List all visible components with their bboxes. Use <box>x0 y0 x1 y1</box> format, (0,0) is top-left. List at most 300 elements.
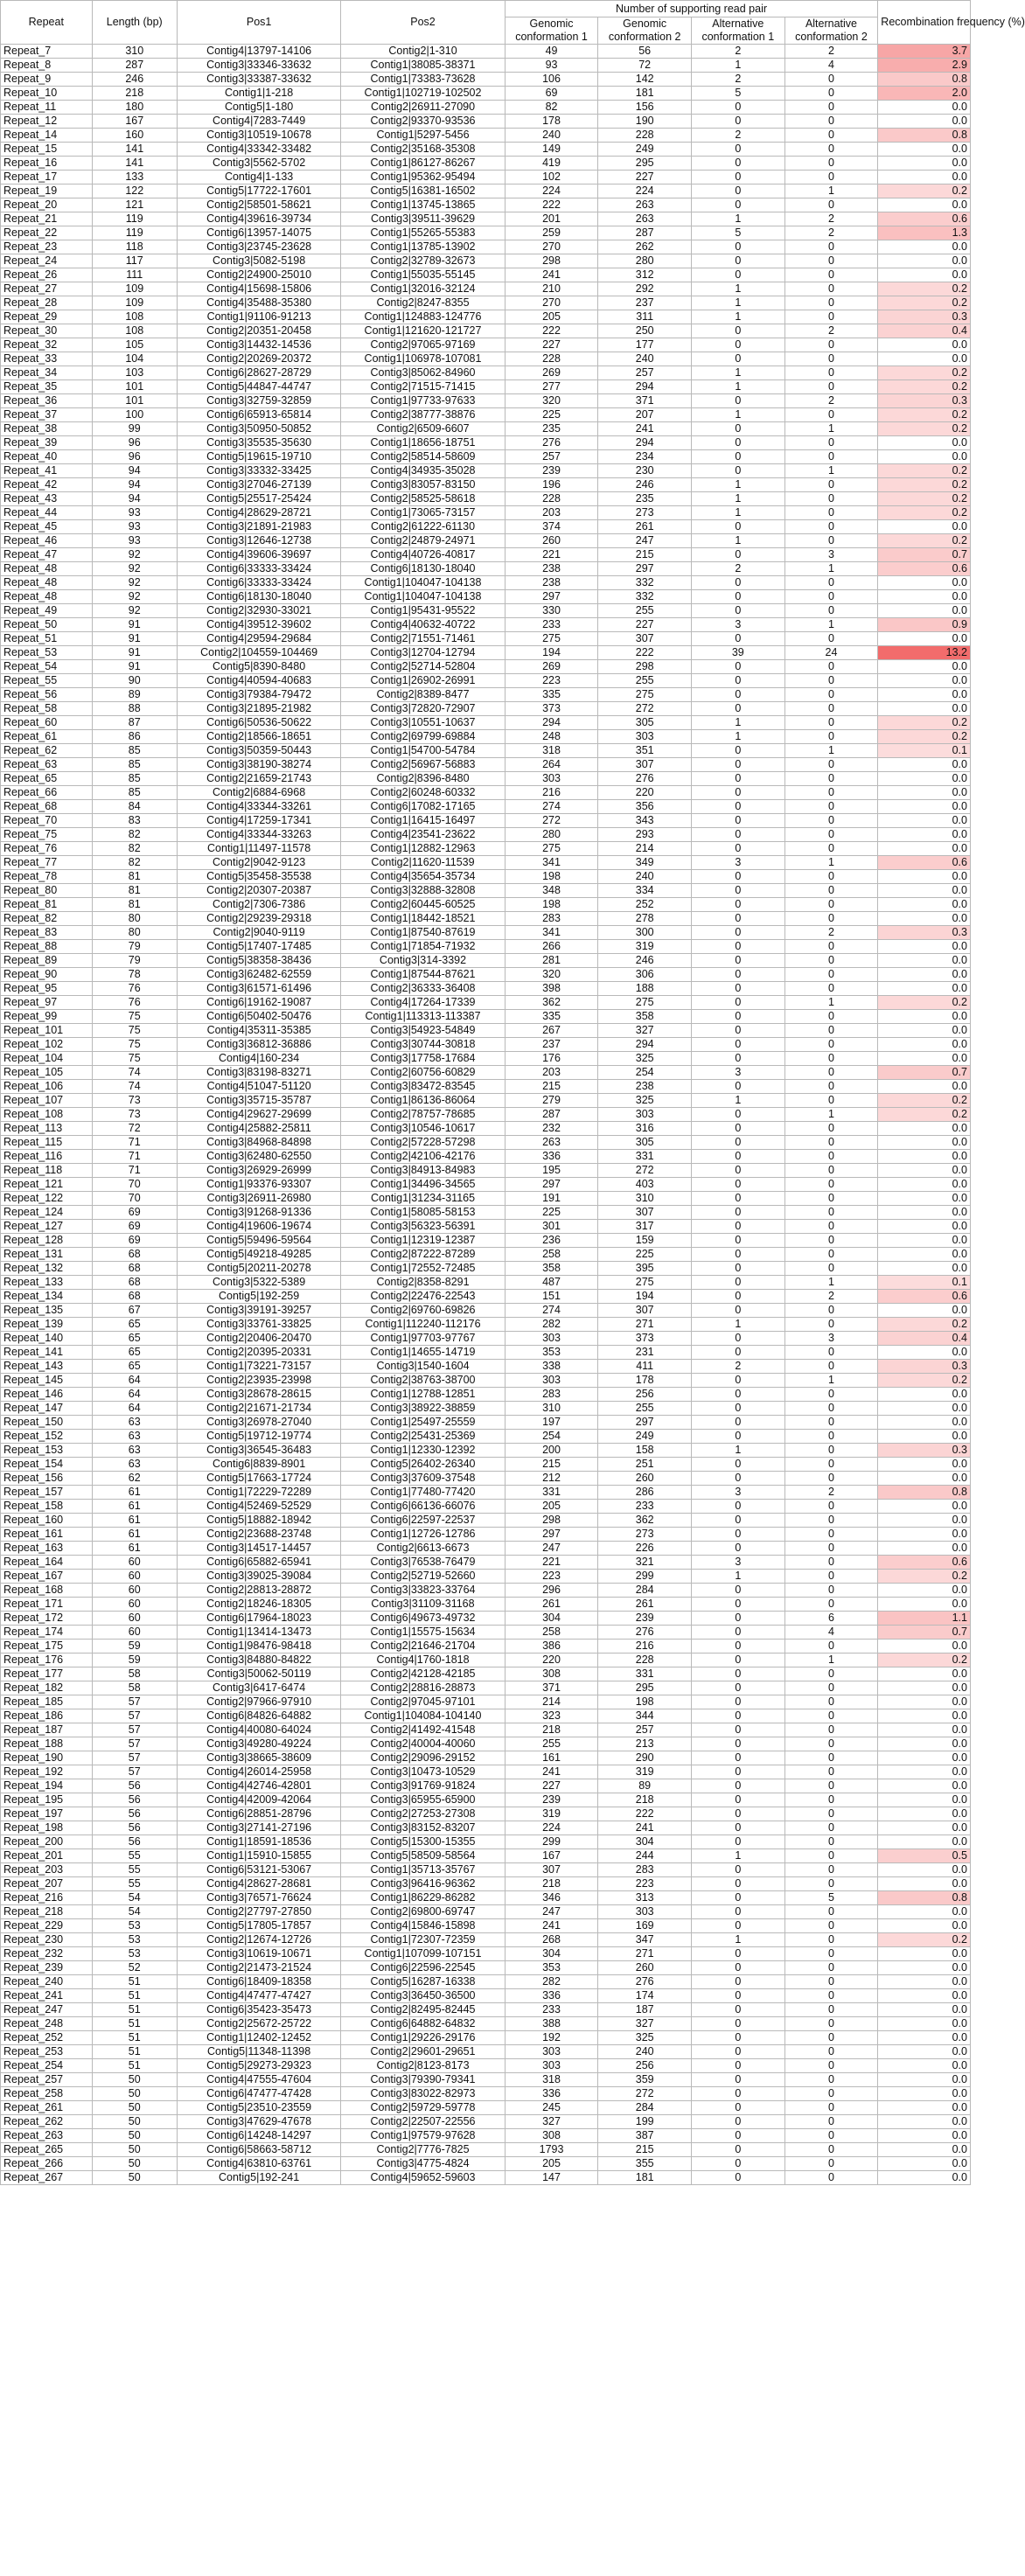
cell-pos1: Contig5|38358-38436 <box>177 954 340 968</box>
cell-pos2: Contig1|12726-12786 <box>341 1528 505 1542</box>
table-row <box>1 702 971 716</box>
cell-pos2: Contig2|42106-42176 <box>341 1150 505 1164</box>
cell-pos1: Contig4|13797-14106 <box>177 45 340 59</box>
table-row <box>1 1458 971 1472</box>
table-row <box>1 184 971 198</box>
table-row <box>1 2045 971 2059</box>
table-row <box>1 646 971 660</box>
cell-length: 101 <box>92 380 177 394</box>
cell-repeat: Repeat_60 <box>1 716 93 730</box>
cell-recombination-frequency: 0.0 <box>878 814 971 828</box>
cell-alternative-2: 0 <box>784 1807 878 1821</box>
table-row <box>1 1640 971 1654</box>
cell-pos2: Contig4|1760-1818 <box>341 1654 505 1667</box>
cell-alternative-2: 0 <box>784 2003 878 2017</box>
cell-length: 80 <box>92 926 177 940</box>
cell-recombination-frequency: 0.0 <box>878 2171 971 2185</box>
cell-pos1: Contig2|7306-7386 <box>177 898 340 912</box>
table-row <box>1 2129 971 2143</box>
cell-pos1: Contig2|9042-9123 <box>177 856 340 870</box>
cell-pos2: Contig2|21646-21704 <box>341 1640 505 1654</box>
cell-recombination-frequency: 0.2 <box>878 996 971 1010</box>
cell-recombination-frequency: 0.3 <box>878 926 971 940</box>
cell-alternative-2: 24 <box>784 646 878 660</box>
table-row <box>1 604 971 618</box>
cell-pos2: Contig4|15846-15898 <box>341 1919 505 1933</box>
cell-repeat: Repeat_186 <box>1 1709 93 1723</box>
cell-alternative-1: 0 <box>692 926 785 940</box>
cell-length: 83 <box>92 814 177 828</box>
cell-alternative-1: 39 <box>692 646 785 660</box>
cell-alternative-1: 0 <box>692 324 785 338</box>
cell-genomic-2: 255 <box>598 674 692 688</box>
cell-pos1: Contig4|40080-64024 <box>177 1723 340 1737</box>
cell-length: 89 <box>92 688 177 702</box>
cell-alternative-2: 0 <box>784 1584 878 1598</box>
cell-genomic-1: 149 <box>505 143 598 157</box>
cell-repeat: Repeat_194 <box>1 1779 93 1793</box>
cell-recombination-frequency: 0.2 <box>878 464 971 478</box>
cell-genomic-1: 167 <box>505 1849 598 1863</box>
table-row <box>1 1654 971 1667</box>
cell-pos1: Contig4|28627-28681 <box>177 1877 340 1891</box>
cell-recombination-frequency: 0.2 <box>878 282 971 296</box>
cell-genomic-2: 356 <box>598 800 692 814</box>
cell-alternative-1: 0 <box>692 2129 785 2143</box>
cell-repeat: Repeat_29 <box>1 310 93 324</box>
cell-recombination-frequency: 0.5 <box>878 1849 971 1863</box>
cell-alternative-1: 0 <box>692 1640 785 1654</box>
table-row <box>1 2059 971 2073</box>
cell-recombination-frequency: 0.0 <box>878 800 971 814</box>
cell-alternative-1: 0 <box>692 1276 785 1290</box>
cell-length: 91 <box>92 646 177 660</box>
cell-genomic-1: 258 <box>505 1626 598 1640</box>
cell-repeat: Repeat_22 <box>1 226 93 240</box>
cell-alternative-1: 2 <box>692 1360 785 1374</box>
cell-repeat: Repeat_45 <box>1 520 93 534</box>
table-row <box>1 240 971 254</box>
cell-alternative-1: 0 <box>692 968 785 982</box>
cell-pos1: Contig5|44847-44747 <box>177 380 340 394</box>
cell-pos1: Contig4|40594-40683 <box>177 674 340 688</box>
cell-alternative-2: 0 <box>784 1136 878 1150</box>
cell-recombination-frequency: 0.0 <box>878 954 971 968</box>
cell-repeat: Repeat_141 <box>1 1346 93 1360</box>
cell-alternative-2: 0 <box>784 1052 878 1066</box>
cell-genomic-1: 299 <box>505 1835 598 1849</box>
cell-alternative-2: 0 <box>784 1779 878 1793</box>
cell-recombination-frequency: 0.0 <box>878 1779 971 1793</box>
cell-recombination-frequency: 0.0 <box>878 1262 971 1276</box>
cell-genomic-2: 156 <box>598 101 692 115</box>
cell-recombination-frequency: 0.0 <box>878 1248 971 1262</box>
cell-pos1: Contig4|35311-35385 <box>177 1024 340 1038</box>
cell-genomic-2: 56 <box>598 45 692 59</box>
cell-repeat: Repeat_133 <box>1 1276 93 1290</box>
cell-pos1: Contig3|21891-21983 <box>177 520 340 534</box>
table-row <box>1 1975 971 1989</box>
cell-repeat: Repeat_20 <box>1 198 93 212</box>
cell-alternative-1: 0 <box>692 1234 785 1248</box>
cell-pos1: Contig6|8839-8901 <box>177 1458 340 1472</box>
cell-length: 56 <box>92 1793 177 1807</box>
table-row <box>1 996 971 1010</box>
cell-genomic-2: 313 <box>598 1891 692 1905</box>
cell-genomic-1: 371 <box>505 1681 598 1695</box>
cell-pos1: Contig2|20395-20331 <box>177 1346 340 1360</box>
cell-repeat: Repeat_262 <box>1 2115 93 2129</box>
cell-repeat: Repeat_23 <box>1 240 93 254</box>
cell-alternative-1: 0 <box>692 2017 785 2031</box>
cell-pos1: Contig3|84880-84822 <box>177 1654 340 1667</box>
cell-pos1: Contig6|50402-50476 <box>177 1010 340 1024</box>
cell-genomic-2: 246 <box>598 954 692 968</box>
cell-genomic-2: 271 <box>598 1318 692 1332</box>
cell-pos2: Contig2|57228-57298 <box>341 1136 505 1150</box>
cell-pos1: Contig5|8390-8480 <box>177 660 340 674</box>
cell-alternative-1: 0 <box>692 1584 785 1598</box>
cell-genomic-1: 218 <box>505 1877 598 1891</box>
cell-length: 81 <box>92 870 177 884</box>
cell-recombination-frequency: 0.0 <box>878 2129 971 2143</box>
table-row <box>1 1010 971 1024</box>
table-row <box>1 422 971 436</box>
cell-genomic-1: 301 <box>505 1220 598 1234</box>
table-row <box>1 59 971 73</box>
cell-length: 73 <box>92 1108 177 1122</box>
cell-repeat: Repeat_168 <box>1 1584 93 1598</box>
cell-pos2: Contig3|1540-1604 <box>341 1360 505 1374</box>
cell-pos2: Contig3|79390-79341 <box>341 2073 505 2087</box>
cell-pos1: Contig3|5562-5702 <box>177 157 340 171</box>
cell-genomic-1: 201 <box>505 212 598 226</box>
cell-recombination-frequency: 0.6 <box>878 1556 971 1570</box>
cell-alternative-1: 0 <box>692 1891 785 1905</box>
cell-repeat: Repeat_216 <box>1 1891 93 1905</box>
cell-genomic-1: 267 <box>505 1024 598 1038</box>
table-row <box>1 1891 971 1905</box>
table-row <box>1 1402 971 1416</box>
cell-alternative-1: 1 <box>692 1849 785 1863</box>
cell-alternative-1: 1 <box>692 716 785 730</box>
cell-genomic-2: 327 <box>598 1024 692 1038</box>
cell-pos1: Contig4|39512-39602 <box>177 618 340 632</box>
cell-pos1: Contig4|51047-51120 <box>177 1080 340 1094</box>
cell-genomic-2: 233 <box>598 1500 692 1514</box>
cell-length: 103 <box>92 366 177 380</box>
cell-alternative-1: 0 <box>692 548 785 562</box>
cell-pos2: Contig2|22507-22556 <box>341 2115 505 2129</box>
cell-pos1: Contig3|26911-26980 <box>177 1192 340 1206</box>
cell-alternative-2: 0 <box>784 1863 878 1877</box>
cell-genomic-1: 336 <box>505 1989 598 2003</box>
cell-repeat: Repeat_10 <box>1 87 93 101</box>
cell-pos2: Contig1|12788-12851 <box>341 1388 505 1402</box>
cell-recombination-frequency: 0.0 <box>878 2045 971 2059</box>
cell-alternative-1: 0 <box>692 464 785 478</box>
cell-pos1: Contig6|28627-28729 <box>177 366 340 380</box>
table-row <box>1 1318 971 1332</box>
cell-alternative-1: 0 <box>692 352 785 366</box>
cell-recombination-frequency: 0.4 <box>878 1332 971 1346</box>
cell-repeat: Repeat_248 <box>1 2017 93 2031</box>
cell-genomic-2: 261 <box>598 1598 692 1612</box>
cell-alternative-2: 0 <box>784 1989 878 2003</box>
cell-alternative-2: 0 <box>784 1192 878 1206</box>
cell-recombination-frequency: 0.6 <box>878 212 971 226</box>
cell-length: 310 <box>92 45 177 59</box>
cell-alternative-1: 0 <box>692 1989 785 2003</box>
cell-recombination-frequency: 0.0 <box>878 1835 971 1849</box>
cell-pos2: Contig2|8396-8480 <box>341 772 505 786</box>
table-row <box>1 1751 971 1765</box>
cell-length: 75 <box>92 1010 177 1024</box>
cell-genomic-2: 238 <box>598 1080 692 1094</box>
cell-repeat: Repeat_32 <box>1 338 93 352</box>
cell-repeat: Repeat_176 <box>1 1654 93 1667</box>
cell-alternative-1: 0 <box>692 2059 785 2073</box>
cell-alternative-1: 0 <box>692 1458 785 1472</box>
cell-repeat: Repeat_43 <box>1 492 93 506</box>
cell-alternative-2: 0 <box>784 2059 878 2073</box>
cell-pos2: Contig6|64882-64832 <box>341 2017 505 2031</box>
cell-pos1: Contig2|24900-25010 <box>177 268 340 282</box>
table-row <box>1 1416 971 1430</box>
cell-length: 104 <box>92 352 177 366</box>
table-row <box>1 1612 971 1626</box>
cell-alternative-1: 1 <box>692 478 785 492</box>
cell-genomic-1: 241 <box>505 268 598 282</box>
cell-genomic-2: 307 <box>598 1206 692 1220</box>
cell-pos2: Contig5|26402-26340 <box>341 1458 505 1472</box>
cell-genomic-2: 215 <box>598 548 692 562</box>
cell-genomic-2: 272 <box>598 702 692 716</box>
cell-pos1: Contig6|19162-19087 <box>177 996 340 1010</box>
cell-genomic-2: 89 <box>598 1779 692 1793</box>
cell-genomic-2: 327 <box>598 2017 692 2031</box>
cell-alternative-2: 0 <box>784 1402 878 1416</box>
cell-pos1: Contig1|12402-12452 <box>177 2031 340 2045</box>
cell-alternative-2: 0 <box>784 898 878 912</box>
cell-pos2: Contig2|97045-97101 <box>341 1695 505 1709</box>
cell-pos2: Contig3|76538-76479 <box>341 1556 505 1570</box>
cell-length: 57 <box>92 1751 177 1765</box>
cell-alternative-1: 0 <box>692 268 785 282</box>
cell-alternative-1: 0 <box>692 1248 785 1262</box>
cell-pos1: Contig3|26929-26999 <box>177 1164 340 1178</box>
cell-pos1: Contig3|33332-33425 <box>177 464 340 478</box>
table-row <box>1 814 971 828</box>
cell-recombination-frequency: 0.0 <box>878 2017 971 2031</box>
cell-recombination-frequency: 0.3 <box>878 1444 971 1458</box>
cell-alternative-2: 0 <box>784 1877 878 1891</box>
table-row <box>1 1807 971 1821</box>
cell-pos1: Contig6|84826-64882 <box>177 1709 340 1723</box>
cell-genomic-2: 142 <box>598 73 692 87</box>
cell-recombination-frequency: 0.0 <box>878 1402 971 1416</box>
header-pos1: Pos1 <box>177 1 340 45</box>
cell-alternative-1: 0 <box>692 2073 785 2087</box>
cell-alternative-2: 0 <box>784 1835 878 1849</box>
cell-recombination-frequency: 0.0 <box>878 1430 971 1444</box>
cell-pos2: Contig1|29226-29176 <box>341 2031 505 2045</box>
cell-alternative-2: 0 <box>784 2143 878 2157</box>
cell-recombination-frequency: 0.0 <box>878 786 971 800</box>
cell-genomic-1: 279 <box>505 1094 598 1108</box>
cell-genomic-2: 387 <box>598 2129 692 2143</box>
cell-length: 60 <box>92 1598 177 1612</box>
cell-genomic-1: 346 <box>505 1891 598 1905</box>
cell-repeat: Repeat_21 <box>1 212 93 226</box>
cell-pos1: Contig5|35458-35538 <box>177 870 340 884</box>
cell-pos1: Contig3|83198-83271 <box>177 1066 340 1080</box>
cell-pos2: Contig3|96416-96362 <box>341 1877 505 1891</box>
cell-genomic-1: 318 <box>505 2073 598 2087</box>
cell-alternative-1: 0 <box>692 604 785 618</box>
cell-length: 68 <box>92 1248 177 1262</box>
cell-alternative-1: 0 <box>692 1807 785 1821</box>
cell-alternative-2: 0 <box>784 870 878 884</box>
cell-alternative-2: 0 <box>784 198 878 212</box>
cell-pos1: Contig3|39191-39257 <box>177 1304 340 1318</box>
cell-genomic-2: 294 <box>598 436 692 450</box>
cell-length: 61 <box>92 1514 177 1528</box>
cell-length: 180 <box>92 101 177 115</box>
cell-recombination-frequency: 0.3 <box>878 394 971 408</box>
table-row <box>1 898 971 912</box>
cell-alternative-1: 0 <box>692 436 785 450</box>
cell-pos2: Contig2|59729-59778 <box>341 2101 505 2115</box>
cell-genomic-1: 261 <box>505 1598 598 1612</box>
cell-recombination-frequency: 0.2 <box>878 1374 971 1388</box>
cell-repeat: Repeat_89 <box>1 954 93 968</box>
table-row <box>1 2073 971 2087</box>
cell-pos2: Contig2|28816-28873 <box>341 1681 505 1695</box>
cell-repeat: Repeat_266 <box>1 2157 93 2171</box>
cell-recombination-frequency: 0.0 <box>878 772 971 786</box>
cell-alternative-1: 1 <box>692 730 785 744</box>
cell-length: 86 <box>92 730 177 744</box>
cell-genomic-1: 245 <box>505 2101 598 2115</box>
cell-recombination-frequency: 0.0 <box>878 240 971 254</box>
cell-recombination-frequency: 0.2 <box>878 1570 971 1584</box>
cell-alternative-1: 0 <box>692 101 785 115</box>
cell-alternative-2: 0 <box>784 1500 878 1514</box>
cell-alternative-2: 0 <box>784 73 878 87</box>
cell-length: 64 <box>92 1374 177 1388</box>
cell-alternative-1: 0 <box>692 184 785 198</box>
cell-length: 72 <box>92 1122 177 1136</box>
cell-repeat: Repeat_115 <box>1 1136 93 1150</box>
cell-genomic-2: 287 <box>598 226 692 240</box>
cell-repeat: Repeat_229 <box>1 1919 93 1933</box>
cell-alternative-2: 0 <box>784 1905 878 1919</box>
cell-pos1: Contig4|160-234 <box>177 1052 340 1066</box>
cell-genomic-2: 251 <box>598 1458 692 1472</box>
cell-recombination-frequency: 0.0 <box>878 688 971 702</box>
table-row <box>1 1374 971 1388</box>
cell-genomic-1: 294 <box>505 716 598 730</box>
cell-pos2: Contig1|113313-113387 <box>341 1010 505 1024</box>
cell-pos2: Contig3|65955-65900 <box>341 1793 505 1807</box>
cell-pos2: Contig5|16287-16338 <box>341 1975 505 1989</box>
cell-pos1: Contig6|18130-18040 <box>177 590 340 604</box>
cell-pos2: Contig2|26911-27090 <box>341 101 505 115</box>
cell-alternative-2: 0 <box>784 604 878 618</box>
cell-alternative-2: 4 <box>784 1626 878 1640</box>
cell-length: 109 <box>92 282 177 296</box>
cell-alternative-1: 0 <box>692 1709 785 1723</box>
cell-genomic-1: 331 <box>505 1486 598 1500</box>
cell-pos1: Contig4|33344-33261 <box>177 800 340 814</box>
cell-genomic-1: 238 <box>505 576 598 590</box>
cell-alternative-1: 0 <box>692 1206 785 1220</box>
cell-pos1: Contig1|15910-15855 <box>177 1849 340 1863</box>
table-row <box>1 1234 971 1248</box>
cell-alternative-1: 0 <box>692 1667 785 1681</box>
cell-pos2: Contig1|102719-102502 <box>341 87 505 101</box>
cell-pos2: Contig1|54700-54784 <box>341 744 505 758</box>
cell-genomic-2: 263 <box>598 198 692 212</box>
cell-genomic-1: 297 <box>505 1178 598 1192</box>
cell-recombination-frequency: 0.0 <box>878 1681 971 1695</box>
cell-alternative-1: 0 <box>692 982 785 996</box>
cell-alternative-2: 0 <box>784 1080 878 1094</box>
cell-pos1: Contig5|17663-17724 <box>177 1472 340 1486</box>
cell-length: 52 <box>92 1961 177 1975</box>
cell-alternative-1: 0 <box>692 1877 785 1891</box>
cell-genomic-2: 319 <box>598 940 692 954</box>
cell-genomic-2: 300 <box>598 926 692 940</box>
cell-pos2: Contig1|95362-95494 <box>341 171 505 184</box>
table-row <box>1 1835 971 1849</box>
cell-genomic-2: 304 <box>598 1835 692 1849</box>
cell-length: 51 <box>92 2031 177 2045</box>
cell-genomic-1: 320 <box>505 968 598 982</box>
cell-length: 91 <box>92 618 177 632</box>
table-row <box>1 884 971 898</box>
cell-pos1: Contig3|50062-50119 <box>177 1667 340 1681</box>
cell-repeat: Repeat_143 <box>1 1360 93 1374</box>
table-row <box>1 1500 971 1514</box>
cell-alternative-2: 2 <box>784 212 878 226</box>
cell-alternative-2: 0 <box>784 1695 878 1709</box>
table-row <box>1 198 971 212</box>
cell-pos1: Contig6|18409-18358 <box>177 1975 340 1989</box>
cell-repeat: Repeat_156 <box>1 1472 93 1486</box>
cell-alternative-1: 0 <box>692 1514 785 1528</box>
cell-pos2: Contig1|38085-38371 <box>341 59 505 73</box>
cell-recombination-frequency: 0.1 <box>878 744 971 758</box>
cell-alternative-1: 1 <box>692 310 785 324</box>
cell-repeat: Repeat_58 <box>1 702 93 716</box>
cell-pos2: Contig2|42128-42185 <box>341 1667 505 1681</box>
cell-length: 51 <box>92 2003 177 2017</box>
cell-alternative-1: 0 <box>692 2143 785 2157</box>
cell-genomic-1: 221 <box>505 548 598 562</box>
cell-genomic-2: 332 <box>598 590 692 604</box>
cell-length: 63 <box>92 1416 177 1430</box>
cell-recombination-frequency: 0.0 <box>878 590 971 604</box>
cell-alternative-2: 0 <box>784 1709 878 1723</box>
cell-repeat: Repeat_104 <box>1 1052 93 1066</box>
cell-length: 78 <box>92 968 177 982</box>
cell-pos2: Contig1|73383-73628 <box>341 73 505 87</box>
cell-repeat: Repeat_241 <box>1 1989 93 2003</box>
cell-length: 111 <box>92 268 177 282</box>
cell-genomic-2: 260 <box>598 1961 692 1975</box>
